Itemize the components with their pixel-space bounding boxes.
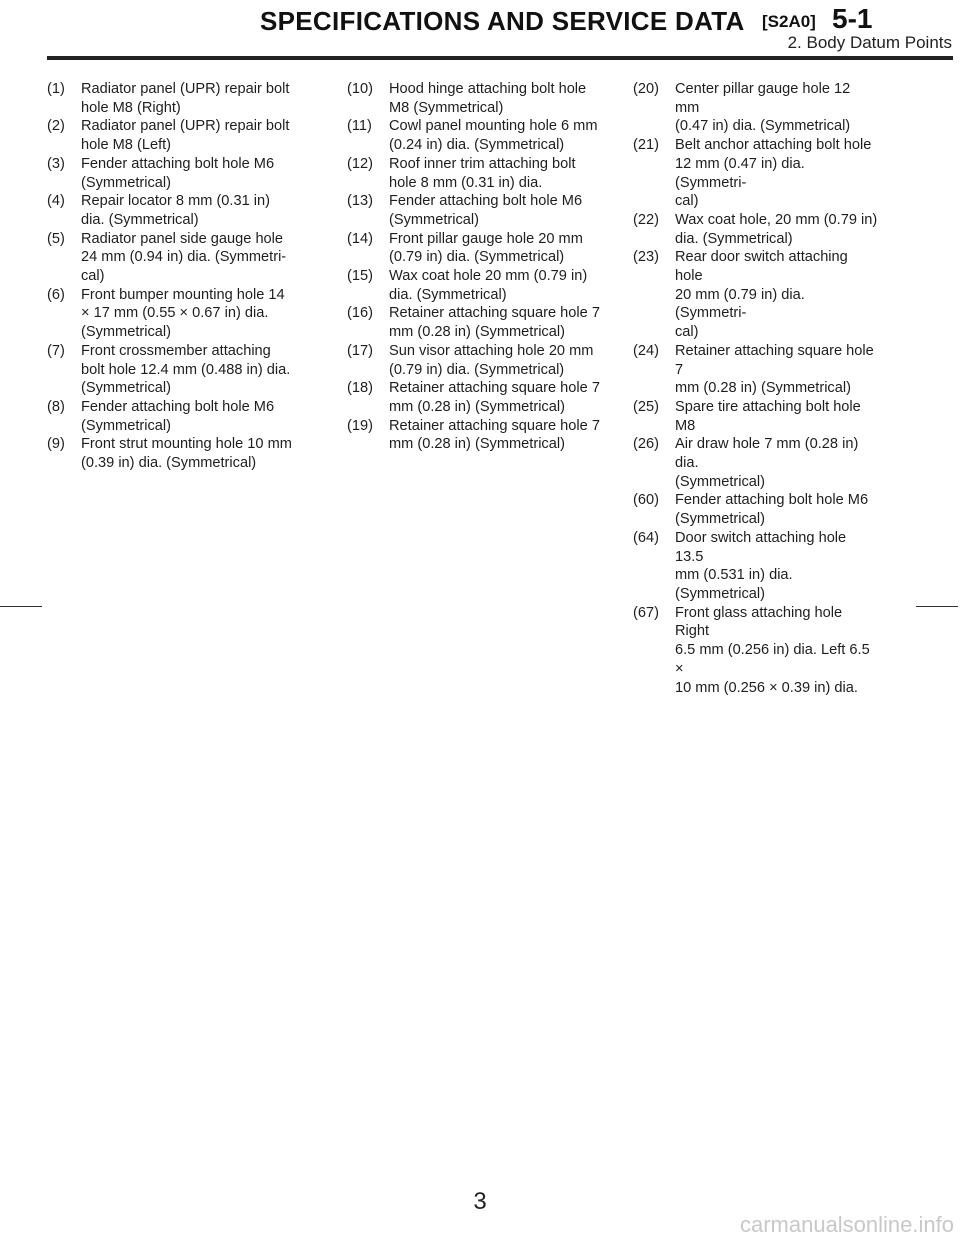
item-number: (67) — [633, 604, 659, 621]
list-column-3 — [633, 80, 878, 697]
item-number: (11) — [347, 118, 372, 135]
item-text: Retainer attaching square hole 7 mm (0.28 in) (Symmetrical) — [389, 380, 600, 415]
list-item — [47, 398, 309, 435]
item-text: Roof inner trim attaching bolt hole 8 mm (0.31 in) dia. — [389, 155, 576, 191]
item-number: (1) — [47, 81, 65, 97]
item-number: (13) — [347, 193, 373, 210]
list-item — [347, 267, 605, 304]
item-number: (2) — [47, 118, 65, 135]
item-text: Fender attaching bolt hole M6 (Symmetrical) — [675, 492, 869, 528]
list-item — [347, 379, 605, 416]
item-text: Sun visor attaching hole 20 mm (0.79 in) dia. (Symmetrical) — [389, 342, 594, 378]
item-text: Air draw hole 7 mm (0.28 in) dia. (Symmetrical) — [675, 436, 859, 490]
item-text: Fender attaching bolt hole M6 (Symmetrical) — [389, 193, 583, 228]
item-number: (24) — [633, 342, 659, 359]
margin-mark-right — [916, 606, 958, 607]
list-item — [347, 417, 605, 454]
item-number: (6) — [47, 286, 65, 303]
item-number: (60) — [633, 492, 659, 509]
section-subtitle: 2. Body Datum Points — [787, 33, 952, 52]
list-item — [633, 435, 878, 491]
list-item — [633, 80, 878, 136]
item-number: (17) — [347, 342, 373, 359]
item-number: (4) — [47, 193, 65, 210]
item-number: (64) — [633, 529, 659, 546]
item-text: Rear door switch attaching hole 20 mm (0.79 in) dia. (Symmetri- cal) — [675, 249, 848, 341]
margin-mark-left — [0, 606, 42, 607]
item-number: (9) — [47, 436, 65, 453]
item-number: (16) — [347, 305, 373, 322]
list-item — [633, 529, 878, 604]
list-item — [47, 342, 309, 398]
list-item — [633, 248, 878, 342]
item-text: Front pillar gauge hole 20 mm (0.79 in) dia. (Symmetrical) — [389, 230, 583, 266]
item-number: (3) — [47, 155, 65, 172]
list-item — [347, 342, 605, 379]
item-text: Belt anchor attaching bolt hole 12 mm (0.47 in) dia. (Symmetri- cal) — [675, 137, 872, 210]
list-item — [347, 230, 605, 267]
list-item — [47, 155, 309, 192]
item-text: Repair locator 8 mm (0.31 in) dia. (Symmetrical) — [81, 193, 270, 228]
item-text: Fender attaching bolt hole M6 (Symmetrical) — [81, 398, 275, 434]
item-number: (7) — [47, 342, 65, 359]
item-text: Spare tire attaching bolt hole M8 — [675, 398, 861, 434]
item-text: Retainer attaching square hole 7 mm (0.28 in) (Symmetrical) — [389, 305, 600, 341]
item-text: Radiator panel (UPR) repair bolt hole M8 (Right) — [81, 81, 290, 116]
list-item — [633, 211, 878, 248]
item-text: Hood hinge attaching bolt hole M8 (Symmetrical) — [389, 81, 587, 116]
item-number: (5) — [47, 230, 65, 247]
item-text: Cowl panel mounting hole 6 mm (0.24 in) dia. (Symmetrical) — [389, 118, 598, 154]
list-column-1 — [47, 80, 309, 473]
list-item — [633, 491, 878, 528]
watermark: carmanualsonline.info — [739, 1212, 954, 1237]
item-text: Door switch attaching hole 13.5 mm (0.531 in) dia. (Symmetrical) — [675, 529, 847, 602]
item-text: Front crossmember attaching bolt hole 12.4 mm (0.488 in) dia. (Symmetrical) — [81, 342, 291, 397]
page-title: SPECIFICATIONS AND SERVICE DATA — [260, 6, 745, 36]
list-item — [633, 398, 878, 435]
list-item — [633, 342, 878, 398]
item-text: Radiator panel (UPR) repair bolt hole M8 (Left) — [81, 118, 290, 154]
item-text: Wax coat hole, 20 mm (0.79 in) dia. (Symmetrical) — [675, 211, 878, 247]
item-text: Retainer attaching square hole 7 mm (0.28 in) (Symmetrical) — [675, 342, 874, 397]
list-item — [47, 230, 309, 286]
item-text: Fender attaching bolt hole M6 (Symmetrical) — [81, 155, 275, 191]
list-item — [347, 192, 605, 229]
item-text: Radiator panel side gauge hole 24 mm (0.94 in) dia. (Symmetri- cal) — [81, 230, 287, 285]
item-text: Center pillar gauge hole 12 mm (0.47 in) dia. (Symmetrical) — [675, 81, 851, 135]
list-column-2 — [347, 80, 605, 454]
item-number: (14) — [347, 230, 373, 247]
item-text: Wax coat hole 20 mm (0.79 in) dia. (Symmetrical) — [389, 268, 588, 303]
item-text: Front strut mounting hole 10 mm (0.39 in) dia. (Symmetrical) — [81, 436, 292, 472]
item-number: (20) — [633, 81, 659, 97]
list-item — [633, 604, 878, 698]
list-item — [47, 286, 309, 342]
page-number: 3 — [473, 1188, 487, 1215]
list-item — [347, 80, 605, 117]
item-number: (18) — [347, 380, 373, 397]
item-text: Retainer attaching square hole 7 mm (0.28 in) (Symmetrical) — [389, 417, 600, 453]
item-number: (21) — [633, 137, 659, 154]
list-item — [47, 117, 309, 154]
header-rule — [47, 56, 953, 60]
item-number: (19) — [347, 417, 373, 434]
section-number: 5-1 — [832, 3, 873, 34]
page-header — [0, 0, 960, 62]
item-text: Front glass attaching hole Right 6.5 mm (0.256 in) dia. Left 6.5 × 10 mm (0.256 × 0.39 in) dia. — [675, 604, 870, 696]
item-number: (22) — [633, 211, 659, 228]
list-item — [47, 435, 309, 472]
item-number: (10) — [347, 81, 373, 97]
section-code: [S2A0] — [762, 12, 816, 31]
item-number: (8) — [47, 398, 65, 415]
item-text: Front bumper mounting hole 14 × 17 mm (0.55 × 0.67 in) dia. (Symmetrical) — [81, 286, 285, 341]
list-item — [633, 136, 878, 211]
item-number: (25) — [633, 398, 659, 415]
list-item — [47, 80, 309, 117]
list-item — [347, 155, 605, 192]
list-item — [47, 192, 309, 229]
item-number: (26) — [633, 436, 659, 453]
item-number: (15) — [347, 268, 373, 285]
list-item — [347, 304, 605, 341]
item-number: (23) — [633, 249, 659, 266]
list-item — [347, 117, 605, 154]
item-number: (12) — [347, 155, 373, 172]
